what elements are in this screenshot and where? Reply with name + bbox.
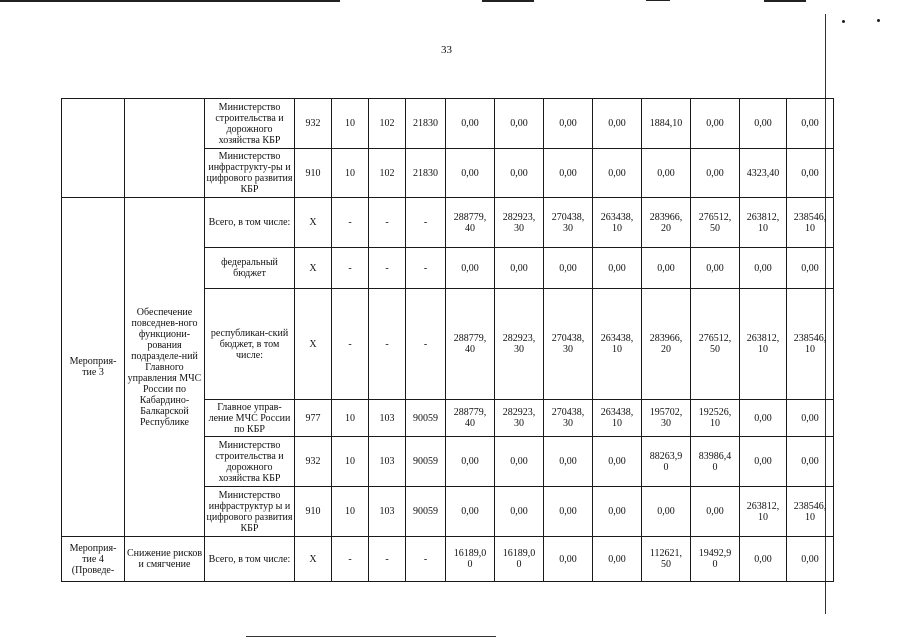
value-cell: 0,00 [691,99,740,149]
scan-artifact-top-far-right [764,0,806,2]
value-cell: 16189,0 0 [446,537,495,582]
value-cell: 0,00 [446,248,495,289]
page-number: 33 [441,44,452,56]
value-cell: 0,00 [495,149,544,198]
executor-cell: Главное управ-ление МЧС России по КБР [205,400,295,437]
code-cell: - [406,537,446,582]
value-cell: 0,00 [787,149,834,198]
value-cell: 263438, 10 [593,400,642,437]
budget-table [61,98,834,582]
value-cell: 0,00 [691,149,740,198]
table-body [62,99,834,582]
value-cell: 0,00 [446,99,495,149]
value-cell: 0,00 [740,99,787,149]
code-cell: 103 [369,400,406,437]
code-cell: 932 [295,99,332,149]
value-cell: 0,00 [740,248,787,289]
value-cell: 0,00 [446,487,495,537]
value-cell: 276512, 50 [691,198,740,248]
value-cell: 0,00 [544,487,593,537]
scan-dot [842,20,845,23]
description-cell: Обеспечение повседнев-ного функциони-рования подразделе-ний Главного управления МЧС России по Кабардино-Балкарской Республике [125,198,205,537]
code-cell: - [369,248,406,289]
value-cell: 83986,4 0 [691,437,740,487]
executor-cell: Всего, в том числе: [205,537,295,582]
code-cell: 10 [332,149,369,198]
value-cell: 0,00 [544,149,593,198]
code-cell: 103 [369,487,406,537]
code-cell: - [406,289,446,400]
value-cell: 0,00 [495,248,544,289]
footer-rule [246,636,496,637]
activity-cell: Мероприя-тие 4 (Проведе- [62,537,125,582]
value-cell: 282923, 30 [495,198,544,248]
scan-artifact-top-right [646,0,670,1]
scan-artifact-top-mid [482,0,534,2]
executor-cell: Всего, в том числе: [205,198,295,248]
code-cell: Х [295,198,332,248]
code-cell: 103 [369,437,406,487]
code-cell: Х [295,289,332,400]
code-cell: 10 [332,400,369,437]
value-cell: 238546, 10 [787,198,834,248]
code-cell: 90059 [406,400,446,437]
value-cell: 16189,0 0 [495,537,544,582]
value-cell: 0,00 [740,537,787,582]
value-cell: 283966, 20 [642,198,691,248]
value-cell: 19492,9 0 [691,537,740,582]
code-cell: 102 [369,99,406,149]
executor-cell: Министерство инфраструкту-ры и цифрового развития КБР [205,149,295,198]
code-cell: 90059 [406,487,446,537]
table-row [62,99,834,149]
value-cell: 1884,10 [642,99,691,149]
value-cell: 0,00 [593,437,642,487]
value-cell: 0,00 [691,248,740,289]
code-cell: - [332,248,369,289]
value-cell: 0,00 [740,400,787,437]
value-cell: 238546, 10 [787,487,834,537]
executor-cell: федеральный бюджет [205,248,295,289]
value-cell: 0,00 [740,437,787,487]
code-cell: - [406,198,446,248]
value-cell: 88263,9 0 [642,437,691,487]
value-cell: 0,00 [544,248,593,289]
value-cell: 0,00 [544,437,593,487]
description-cell: Снижение рисков и смягчение [125,537,205,582]
code-cell: 910 [295,149,332,198]
scan-artifact-top-left [0,0,340,2]
code-cell: - [369,289,406,400]
code-cell: - [369,198,406,248]
value-cell: 263438, 10 [593,198,642,248]
executor-cell: Министерство строительства и дорожного хозяйства КБР [205,99,295,149]
value-cell: 0,00 [495,487,544,537]
code-cell: Х [295,537,332,582]
value-cell: 282923, 30 [495,400,544,437]
code-cell: - [369,537,406,582]
value-cell: 0,00 [787,99,834,149]
value-cell: 0,00 [593,487,642,537]
value-cell: 0,00 [544,99,593,149]
value-cell: 0,00 [593,537,642,582]
activity-cell: Мероприя-тие 3 [62,198,125,537]
value-cell: 0,00 [642,487,691,537]
value-cell: 0,00 [593,99,642,149]
code-cell: Х [295,248,332,289]
code-cell: 910 [295,487,332,537]
code-cell: 10 [332,99,369,149]
code-cell: 977 [295,400,332,437]
code-cell: 10 [332,437,369,487]
table-row [62,537,834,582]
value-cell: 0,00 [787,437,834,487]
value-cell: 288779, 40 [446,400,495,437]
value-cell: 238546, 10 [787,289,834,400]
executor-cell: республикан-ский бюджет, в том числе: [205,289,295,400]
code-cell: 102 [369,149,406,198]
code-cell: - [332,198,369,248]
code-cell: - [332,289,369,400]
value-cell: 0,00 [642,149,691,198]
executor-cell: Министерство строительства и дорожного хозяйства КБР [205,437,295,487]
code-cell: 932 [295,437,332,487]
value-cell: 0,00 [787,537,834,582]
value-cell: 0,00 [495,99,544,149]
value-cell: 112621, 50 [642,537,691,582]
value-cell: 0,00 [446,437,495,487]
value-cell: 0,00 [787,400,834,437]
value-cell: 0,00 [593,248,642,289]
value-cell: 270438, 30 [544,289,593,400]
value-cell: 0,00 [544,537,593,582]
value-cell: 0,00 [642,248,691,289]
value-cell: 263812, 10 [740,198,787,248]
value-cell: 270438, 30 [544,198,593,248]
value-cell: 192526, 10 [691,400,740,437]
code-cell: 21830 [406,149,446,198]
code-cell: - [332,537,369,582]
value-cell: 282923, 30 [495,289,544,400]
code-cell: - [406,248,446,289]
value-cell: 0,00 [446,149,495,198]
table-row [62,198,834,248]
description-cell-empty [125,99,205,198]
value-cell: 0,00 [787,248,834,289]
value-cell: 0,00 [593,149,642,198]
value-cell: 0,00 [691,487,740,537]
executor-cell: Министерство инфраструктур ы и цифрового развития КБР [205,487,295,537]
code-cell: 21830 [406,99,446,149]
scan-dot [877,19,880,22]
value-cell: 263812, 10 [740,289,787,400]
value-cell: 276512, 50 [691,289,740,400]
value-cell: 288779, 40 [446,198,495,248]
value-cell: 263812, 10 [740,487,787,537]
code-cell: 10 [332,487,369,537]
value-cell: 195702, 30 [642,400,691,437]
value-cell: 270438, 30 [544,400,593,437]
value-cell: 263438, 10 [593,289,642,400]
code-cell: 90059 [406,437,446,487]
value-cell: 0,00 [495,437,544,487]
activity-cell-empty [62,99,125,198]
value-cell: 4323,40 [740,149,787,198]
value-cell: 283966, 20 [642,289,691,400]
value-cell: 288779, 40 [446,289,495,400]
